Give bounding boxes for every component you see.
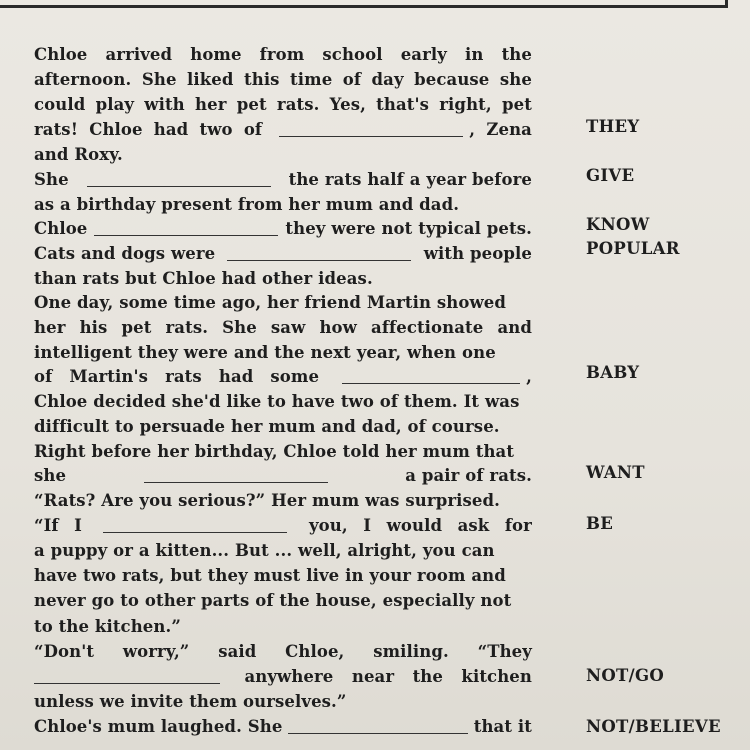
answer-blank-7[interactable] xyxy=(103,518,287,533)
text-line-7: as a birthday present from her mum and dad. xyxy=(34,195,460,214)
text-line-1: Chloe arrived home from school early in the xyxy=(34,45,532,64)
text-line-8: Chloe they were not typical pets. xyxy=(34,219,532,238)
text-line-24: to the kitchen.” xyxy=(34,617,181,636)
text-line-18: she a pair of rats. xyxy=(34,466,532,485)
text-line-6: She the rats half a year before xyxy=(34,170,532,189)
text-line-25: “Don't worry,” said Chloe, smiling. “They xyxy=(34,642,532,661)
keyword-baby: BABY xyxy=(586,363,640,382)
text-line-12: her his pet rats. She saw how affectionate and xyxy=(34,318,532,337)
keyword-want: WANT xyxy=(586,463,645,482)
answer-blank-3[interactable] xyxy=(94,221,278,236)
keyword-give: GIVE xyxy=(586,166,635,185)
text-line-11: One day, some time ago, her friend Martin showed xyxy=(34,293,507,312)
answer-blank-1[interactable] xyxy=(279,122,463,137)
answer-blank-9[interactable] xyxy=(288,719,467,734)
text-line-15: Chloe decided she'd like to have two of them. It was xyxy=(34,392,520,411)
text-line-2: afternoon. She liked this time of day because she xyxy=(34,70,532,89)
answer-blank-8[interactable] xyxy=(34,669,220,684)
text-line-9: Cats and dogs were with people xyxy=(34,244,532,263)
answer-blank-4[interactable] xyxy=(227,246,411,261)
text-line-3: could play with her pet rats. Yes, that's right, pet xyxy=(34,95,532,114)
text-line-22: have two rats, but they must live in your room and xyxy=(34,566,506,585)
text-line-28: Chloe's mum laughed. She that it xyxy=(34,717,532,736)
answer-blank-6[interactable] xyxy=(144,468,328,483)
keyword-be: BE xyxy=(586,514,614,533)
top-border xyxy=(0,0,728,8)
text-line-5: and Roxy. xyxy=(34,145,123,164)
keyword-popular: POPULAR xyxy=(586,239,680,258)
text-line-17: Right before her birthday, Chloe told her mum that xyxy=(34,442,515,461)
text-line-21: a puppy or a kitten... But ... well, alright, you can xyxy=(34,541,495,560)
answer-blank-5[interactable] xyxy=(342,369,520,384)
text-line-27: unless we invite them ourselves.” xyxy=(34,692,347,711)
text-line-10: than rats but Chloe had other ideas. xyxy=(34,269,373,288)
text-line-26: anywhere near the kitchen xyxy=(34,664,532,689)
text-line-19: “Rats? Are you serious?” Her mum was surprised. xyxy=(34,491,500,510)
text-line-14: of Martin's rats had some , xyxy=(34,367,532,386)
text-line-13: intelligent they were and the next year, when one xyxy=(34,343,496,362)
text-line-16: difficult to persuade her mum and dad, of course. xyxy=(34,417,500,436)
text-line-20: “If I you, I would ask for xyxy=(34,516,532,535)
keyword-not-believe: NOT/BELIEVE xyxy=(586,717,721,736)
text-line-4: rats! Chloe had two of , Zena xyxy=(34,120,532,139)
keyword-not-go: NOT/GO xyxy=(586,666,665,685)
keyword-they: THEY xyxy=(586,117,640,136)
keyword-know: KNOW xyxy=(586,215,650,234)
text-line-23: never go to other parts of the house, especially not xyxy=(34,591,512,610)
answer-blank-2[interactable] xyxy=(87,172,271,187)
